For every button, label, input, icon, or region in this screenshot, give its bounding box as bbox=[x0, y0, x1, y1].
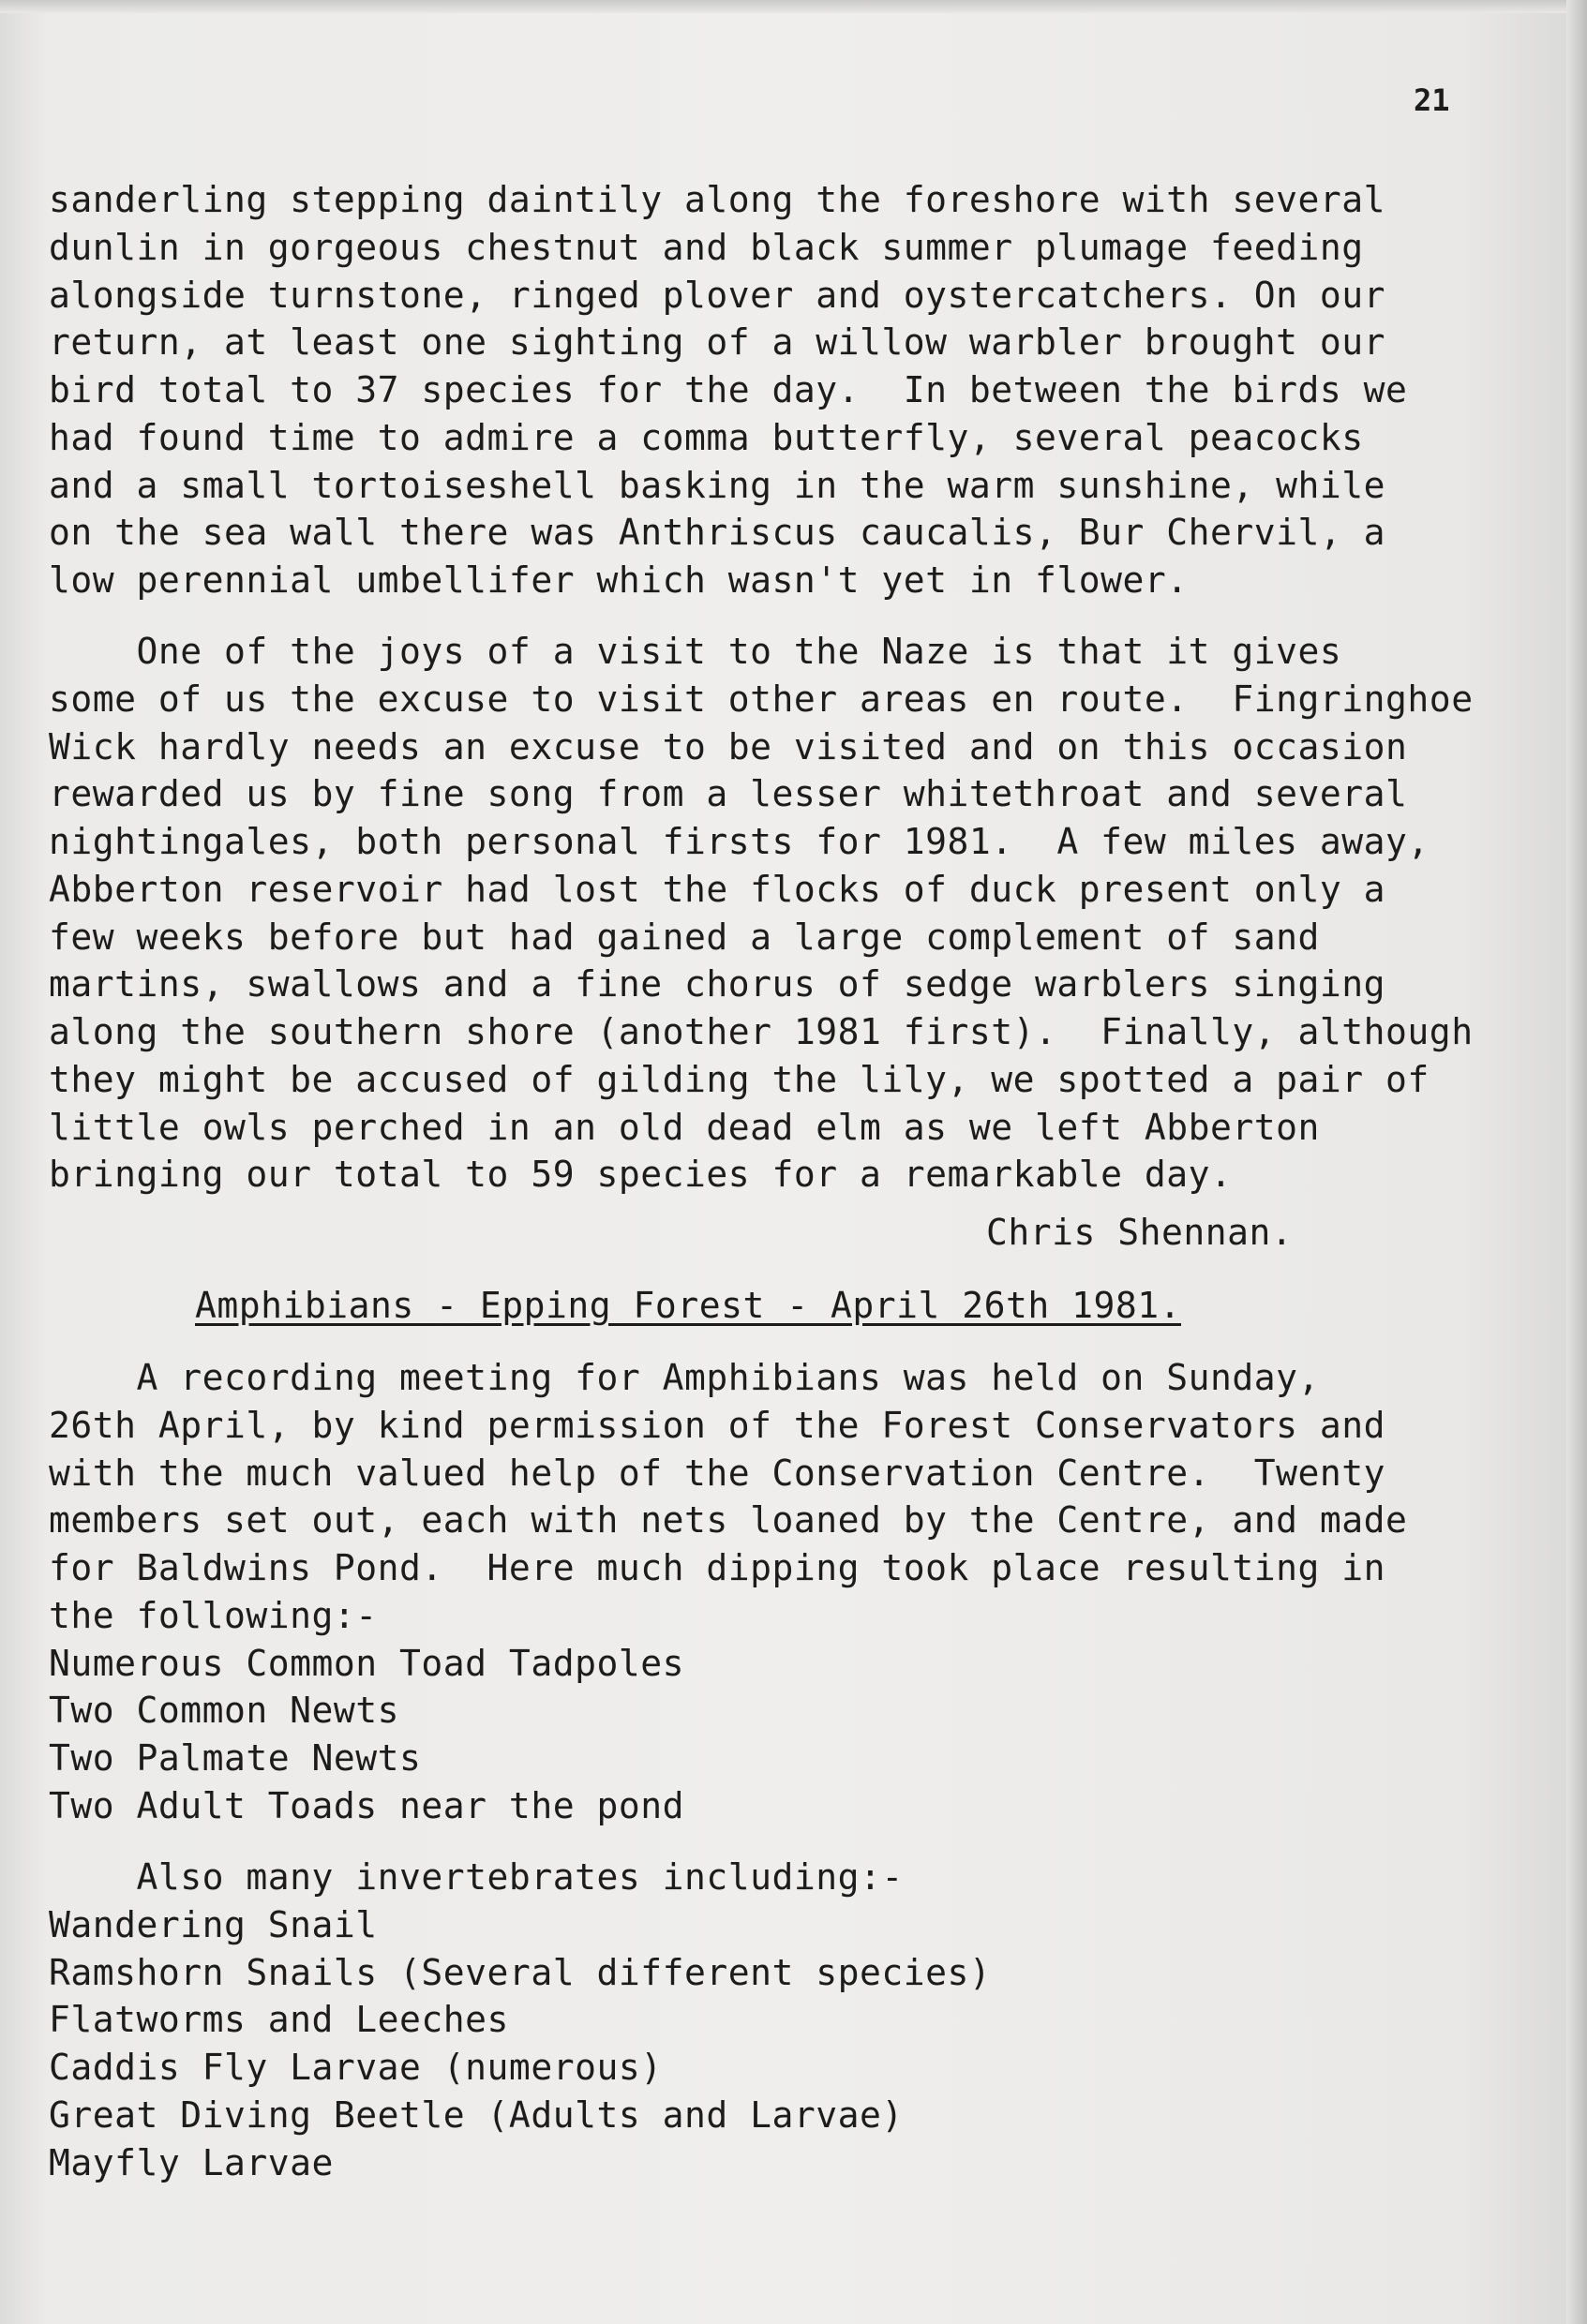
list-item: Great Diving Beetle (Adults and Larvae) bbox=[49, 2094, 904, 2136]
list-item: Mayfly Larvae bbox=[49, 2142, 334, 2183]
text-line: some of us the excuse to visit other areas en route. Fingringhoe bbox=[49, 678, 1474, 720]
text-line: and a small tortoiseshell basking in the warm sunshine, while bbox=[49, 465, 1386, 506]
text-line: low perennial umbellifer which wasn't yet in flower. bbox=[49, 559, 1189, 601]
list-item: Ramshorn Snails (Several different species) bbox=[49, 1952, 992, 1993]
text-line: Also many invertebrates including:- bbox=[49, 1856, 904, 1898]
text-line: dunlin in gorgeous chestnut and black summer plumage feeding bbox=[49, 227, 1364, 268]
text-line: One of the joys of a visit to the Naze is that it gives bbox=[49, 631, 1342, 672]
list-item: Numerous Common Toad Tadpoles bbox=[49, 1643, 684, 1684]
text-line: A recording meeting for Amphibians was held on Sunday, bbox=[49, 1357, 1320, 1398]
list-item: Flatworms and Leeches bbox=[49, 1999, 509, 2040]
text-line: 26th April, by kind permission of the Forest Conservators and bbox=[49, 1405, 1386, 1446]
text-line: martins, swallows and a fine chorus of sedge warblers singing bbox=[49, 963, 1386, 1005]
text-line: on the sea wall there was Anthriscus caucalis, Bur Chervil, a bbox=[49, 512, 1386, 553]
text-line: rewarded us by fine song from a lesser whitethroat and several bbox=[49, 773, 1408, 814]
text-line: Wick hardly needs an excuse to be visited and on this occasion bbox=[49, 726, 1408, 767]
text-line: nightingales, both personal firsts for 1981. A few miles away, bbox=[49, 821, 1430, 862]
list-item: Two Palmate Newts bbox=[49, 1737, 422, 1779]
text-line: bringing our total to 59 species for a remarkable day. bbox=[49, 1154, 1233, 1195]
text-line: for Baldwins Pond. Here much dipping took place resulting in bbox=[49, 1547, 1386, 1588]
text-line: return, at least one sighting of a willow warbler brought our bbox=[49, 321, 1386, 363]
text-line: bird total to 37 species for the day. In between the birds we bbox=[49, 369, 1408, 410]
text-line: little owls perched in an old dead elm as we left Abberton bbox=[49, 1107, 1320, 1148]
text-line: the following:- bbox=[49, 1595, 378, 1636]
text-line: sanderling stepping daintily along the foreshore with several bbox=[49, 179, 1386, 220]
body-text bbox=[49, 0, 1549, 2183]
page-number: 21 bbox=[1414, 82, 1450, 118]
section-heading: Amphibians - Epping Forest - April 26th 1981. bbox=[195, 1285, 1182, 1326]
text-line: had found time to admire a comma butterfly, several peacocks bbox=[49, 417, 1364, 458]
text-line: they might be accused of gilding the lily, we spotted a pair of bbox=[49, 1059, 1430, 1100]
text-line: along the southern shore (another 1981 first). Finally, although bbox=[49, 1011, 1474, 1052]
author-signature: Chris Shennan. bbox=[986, 1212, 1294, 1253]
list-item: Caddis Fly Larvae (numerous) bbox=[49, 2047, 663, 2088]
text-line: alongside turnstone, ringed plover and oystercatchers. On our bbox=[49, 275, 1386, 316]
list-item: Two Adult Toads near the pond bbox=[49, 1785, 684, 1826]
text-line: members set out, each with nets loaned by the Centre, and made bbox=[49, 1499, 1408, 1541]
page-binding-edge bbox=[1566, 0, 1587, 2324]
list-item: Wandering Snail bbox=[49, 1904, 378, 1945]
text-line: Abberton reservoir had lost the flocks of duck present only a bbox=[49, 869, 1386, 910]
text-line: with the much valued help of the Conservation Centre. Twenty bbox=[49, 1452, 1386, 1494]
list-item: Two Common Newts bbox=[49, 1690, 400, 1731]
text-line: few weeks before but had gained a large complement of sand bbox=[49, 916, 1320, 958]
